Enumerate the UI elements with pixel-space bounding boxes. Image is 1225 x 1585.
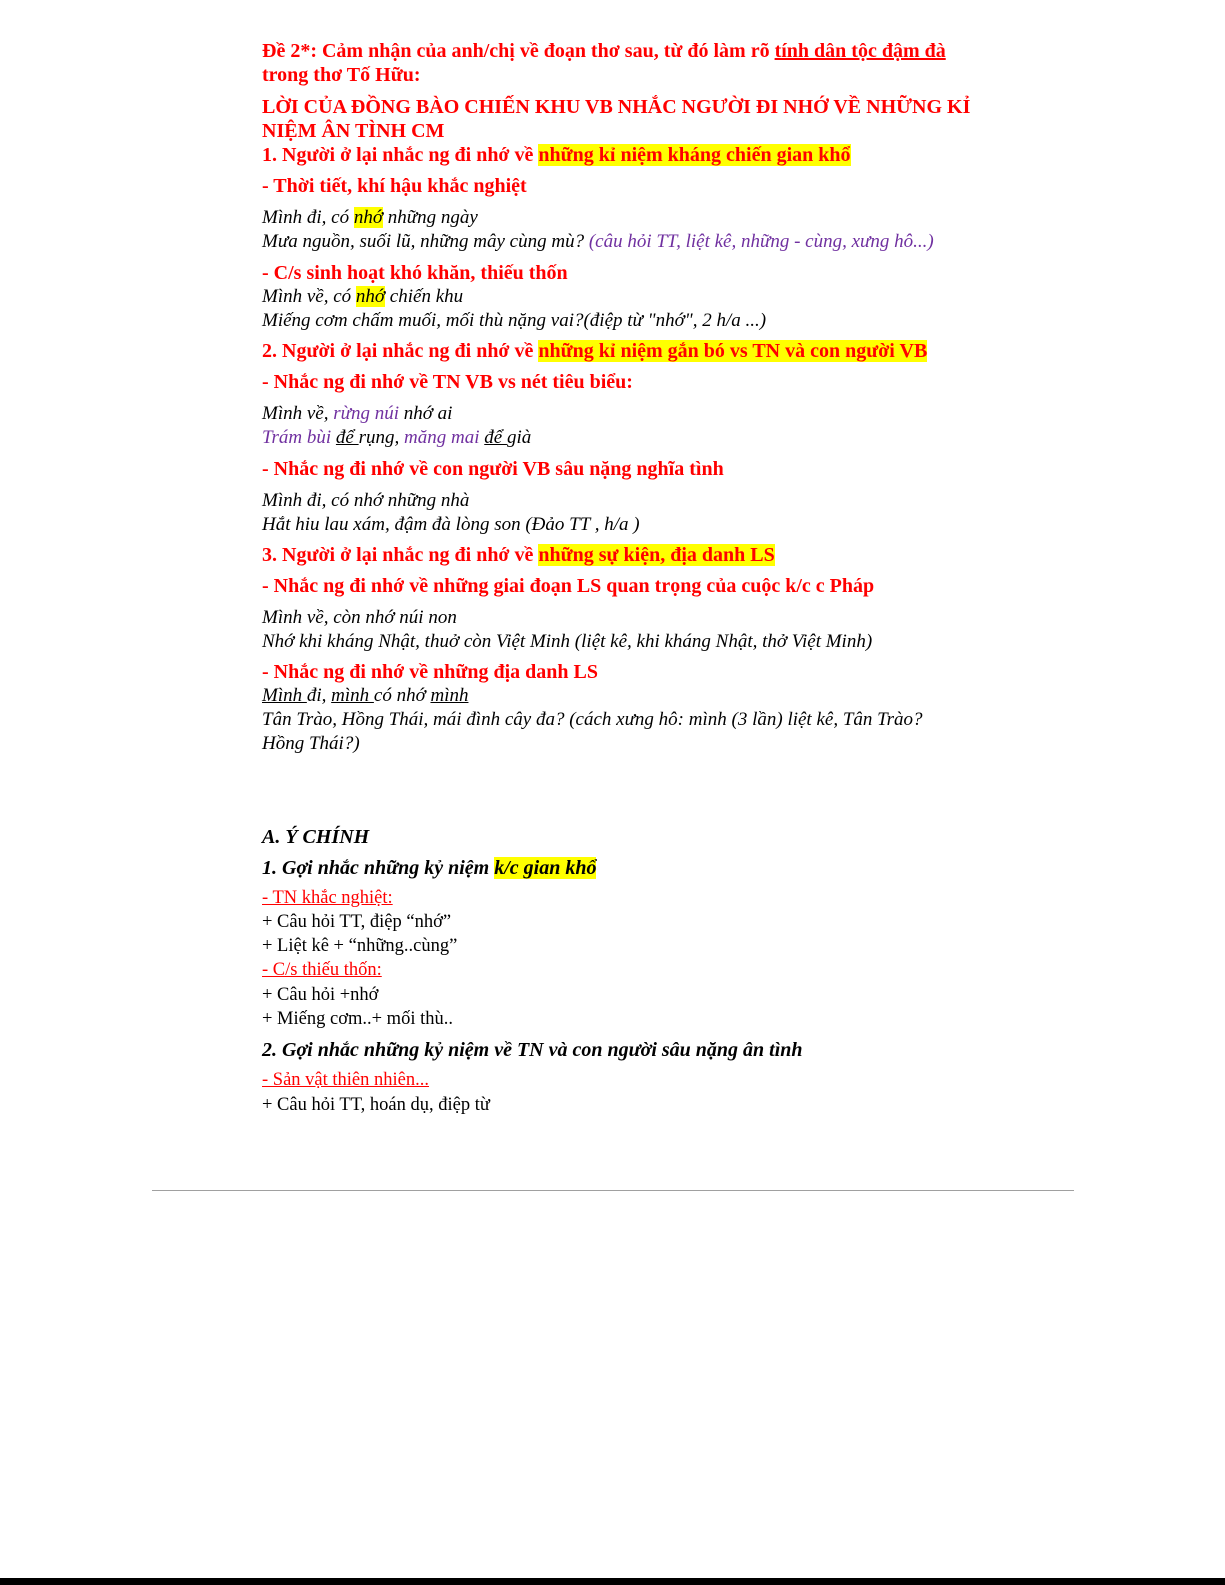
section-a-title: A. Ý CHÍNH	[262, 826, 370, 848]
part2-poem-3: Mình đi, có nhớ những nhà	[262, 490, 470, 511]
part3-title: 3. Người ở lại nhắc ng đi nhớ về những sự kiện, địa danh LS	[262, 544, 775, 566]
part3-sub1: - Nhắc ng đi nhớ về những giai đoạn LS quan trọng của cuộc k/c c Pháp	[262, 575, 875, 597]
part1-sub1: - Thời tiết, khí hậu khắc nghiệt	[262, 175, 527, 197]
part3-poem-5: Hồng Thái?)	[262, 733, 360, 754]
section-a-bullet-1-2: + Liệt kê + “những..cùng”	[262, 936, 458, 956]
part2-sub2: - Nhắc ng đi nhớ về con người VB sâu nặng nghĩa tình	[262, 458, 724, 480]
part3-poem-4: Tân Trào, Hồng Thái, mái đình cây đa? (cách xưng hô: mình (3 lần) liệt kê, Tân Trào?	[262, 709, 923, 730]
section-a-bullet-2-1: + Câu hỏi +nhớ	[262, 985, 379, 1005]
section-a-item-1: 1. Gợi nhắc những kỷ niệm k/c gian khổ	[262, 857, 597, 879]
part2-poem-2: Trám bùi để rụng, măng mai để già	[262, 427, 532, 448]
part2-poem-1: Mình về, rừng núi nhớ ai	[262, 403, 453, 424]
section-a-bullet-1: - TN khắc nghiệt:	[262, 888, 393, 908]
section-a-item-2: 2. Gợi nhắc những kỷ niệm về TN và con người sâu nặng ân tình	[262, 1039, 803, 1061]
prompt-line-1: Đề 2*: Cảm nhận của anh/chị về đoạn thơ sau, từ đó làm rõ tính dân tộc đậm đà	[262, 40, 946, 62]
section-a-bullet-1-1: + Câu hỏi TT, điệp “nhớ”	[262, 912, 452, 932]
part1-title: 1. Người ở lại nhắc ng đi nhớ về những kỉ niệm kháng chiến gian khổ	[262, 144, 851, 166]
part2-sub1: - Nhắc ng đi nhớ về TN VB vs nét tiêu biểu:	[262, 371, 633, 393]
part1-poem-3: Mình về, có nhớ chiến khu	[262, 286, 464, 307]
page-divider	[152, 1190, 1074, 1191]
section-a-bullet-3: - Sản vật thiên nhiên...	[262, 1070, 429, 1090]
section-a-bullet-2: - C/s thiếu thốn:	[262, 960, 382, 980]
part2-poem-4: Hắt hiu lau xám, đậm đà lòng son (Đảo TT , h/a )	[262, 514, 640, 535]
heading-line-1: LỜI CỦA ĐỒNG BÀO CHIẾN KHU VB NHẮC NGƯỜI ĐI NHỚ VỀ NHỮNG KỈ	[262, 96, 971, 118]
part2-title: 2. Người ở lại nhắc ng đi nhớ về những kỉ niệm gắn bó vs TN và con người VB	[262, 340, 928, 362]
part1-poem-4: Miếng cơm chấm muối, mối thù nặng vai?(điệp từ "nhớ", 2 h/a ...)	[262, 310, 767, 331]
part3-poem-2: Nhớ khi kháng Nhật, thuở còn Việt Minh (liệt kê, khi kháng Nhật, thở Việt Minh)	[262, 631, 873, 652]
bottom-border	[0, 1578, 1225, 1585]
section-a-bullet-2-2: + Miếng cơm..+ mối thù..	[262, 1009, 453, 1029]
part3-sub2: - Nhắc ng đi nhớ về những địa danh LS	[262, 661, 598, 683]
part1-poem-2: Mưa nguồn, suối lũ, những mây cùng mù? (câu hỏi TT, liệt kê, những - cùng, xưng hô...)	[262, 231, 934, 252]
part1-poem-1: Mình đi, có nhớ những ngày	[262, 207, 478, 228]
section-a-bullet-3-1: + Câu hỏi TT, hoán dụ, điệp từ	[262, 1095, 490, 1115]
part1-sub2: - C/s sinh hoạt khó khăn, thiếu thốn	[262, 262, 568, 284]
heading-line-2: NIỆM ÂN TÌNH CM	[262, 120, 445, 142]
part3-poem-3: Mình đi, mình có nhớ mình	[262, 685, 469, 706]
prompt-line-2: trong thơ Tố Hữu:	[262, 64, 421, 86]
part3-poem-1: Mình về, còn nhớ núi non	[262, 607, 457, 628]
